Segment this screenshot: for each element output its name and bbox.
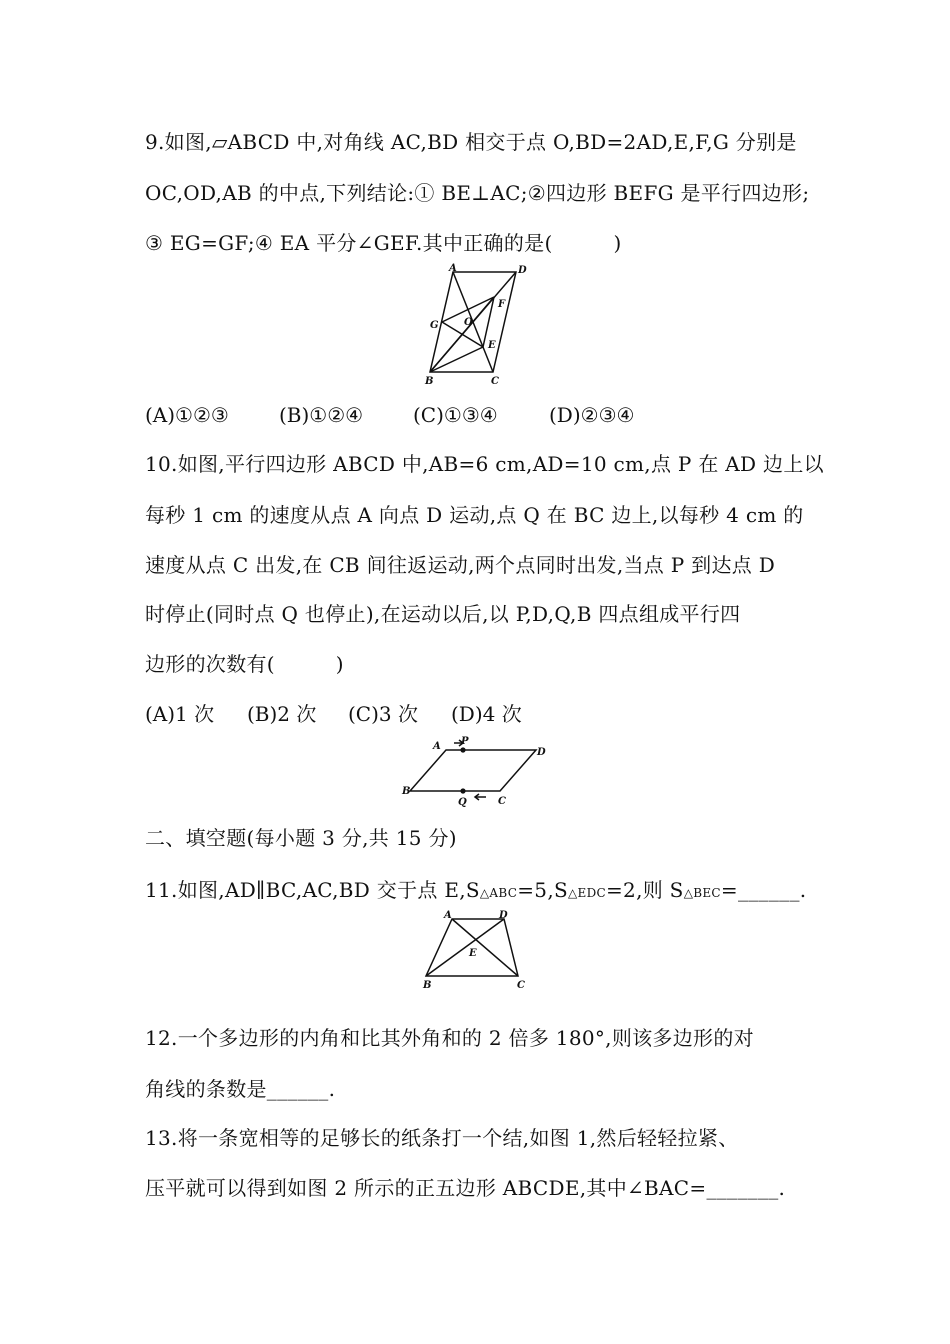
q10-label-a: A	[433, 741, 441, 752]
q10-parallelogram-abcd	[410, 750, 536, 791]
q11-sub-bec: △BEC	[683, 886, 721, 900]
q9-segment-be	[430, 347, 483, 372]
q10-line-5: 边形的次数有( )	[145, 652, 344, 676]
q10-option-b: (B)2 次	[247, 702, 317, 726]
q9-option-d: (D)②③④	[549, 403, 635, 427]
q9-label-o: O	[464, 317, 473, 328]
q11-label-b: B	[423, 980, 432, 990]
q9-label-c: C	[491, 376, 499, 386]
q9-option-a: (A)①②③	[145, 403, 229, 427]
q10-option-c: (C)3 次	[348, 702, 418, 726]
q10-label-d: D	[537, 747, 546, 758]
q10-point-q	[460, 788, 465, 793]
q9-segment-ge	[442, 322, 483, 347]
q9-options	[145, 402, 634, 428]
q10-line-3: 速度从点 C 出发,在 CB 间往返运动,两个点同时出发,当点 P 到达点 D	[145, 553, 776, 577]
q11-trapezoid-figure	[420, 906, 532, 990]
q9-label-a: A	[449, 263, 457, 274]
q10-option-d: (D)4 次	[451, 702, 522, 726]
q12-line-2: 角线的条数是______.	[145, 1077, 336, 1101]
q11-mid2: =2,则 S	[605, 878, 684, 902]
q10-line-4: 时停止(同时点 Q 也停止),在运动以后,以 P,D,Q,B 四点组成平行四	[145, 602, 741, 626]
q9-label-e: E	[488, 340, 496, 351]
q9-line-2: OC,OD,AB 的中点,下列结论:① BE⊥AC;②四边形 BEFG 是平行四边形;	[145, 181, 810, 205]
section-2-heading: 二、填空题(每小题 3 分,共 15 分)	[145, 826, 457, 850]
q11-label-c: C	[517, 980, 525, 990]
q11-diagonal-bd	[426, 919, 504, 976]
q11-label-d: D	[499, 910, 508, 921]
q10-options	[145, 701, 522, 727]
q10-line-2: 每秒 1 cm 的速度从点 A 向点 D 运动,点 Q 在 BC 边上,以每秒 4 cm 的	[145, 503, 804, 527]
q10-option-a: (A)1 次	[145, 702, 215, 726]
q10-parallelogram-figure	[398, 734, 550, 808]
q11-sub-edc: △EDC	[567, 886, 606, 900]
q10-label-q: Q	[458, 797, 467, 808]
q9-option-b: (B)①②④	[279, 403, 364, 427]
q11-diagonal-ac	[452, 919, 518, 976]
q11-line-1	[145, 877, 806, 906]
q9-line-1: 9.如图,▱ABCD 中,对角线 AC,BD 相交于点 O,BD=2AD,E,F,G 分别是	[145, 130, 797, 154]
q12-line-1: 12.一个多边形的内角和比其外角和的 2 倍多 180°,则该多边形的对	[145, 1026, 754, 1050]
q11-suffix: =______.	[720, 878, 807, 902]
q10-label-c: C	[498, 796, 506, 807]
q11-label-e: E	[469, 948, 477, 959]
q9-parallelogram-figure	[418, 260, 538, 386]
q10-line-1: 10.如图,平行四边形 ABCD 中,AB=6 cm,AD=10 cm,点 P 在 AD 边上以	[145, 452, 824, 476]
q11-mid1: =5,S	[517, 878, 568, 902]
q9-option-c: (C)①③④	[413, 403, 498, 427]
q9-label-g: G	[430, 320, 439, 331]
q11-prefix: 11.如图,AD∥BC,AC,BD 交于点 E,S	[145, 878, 480, 902]
q9-label-f: F	[498, 299, 506, 310]
q9-label-d: D	[518, 265, 527, 276]
q11-sub-abc: △ABC	[479, 886, 518, 900]
q9-line-3: ③ EG=GF;④ EA 平分∠GEF.其中正确的是( )	[145, 231, 622, 255]
q10-label-b: B	[402, 786, 411, 797]
q10-point-p	[460, 747, 465, 752]
q10-label-p: P	[461, 736, 469, 747]
q13-line-2: 压平就可以得到如图 2 所示的正五边形 ABCDE,其中∠BAC=_______.	[145, 1176, 786, 1200]
q13-line-1: 13.将一条宽相等的足够长的纸条打一个结,如图 1,然后轻轻拉紧、	[145, 1126, 739, 1150]
q9-label-b: B	[425, 376, 434, 386]
q11-label-a: A	[444, 910, 452, 921]
